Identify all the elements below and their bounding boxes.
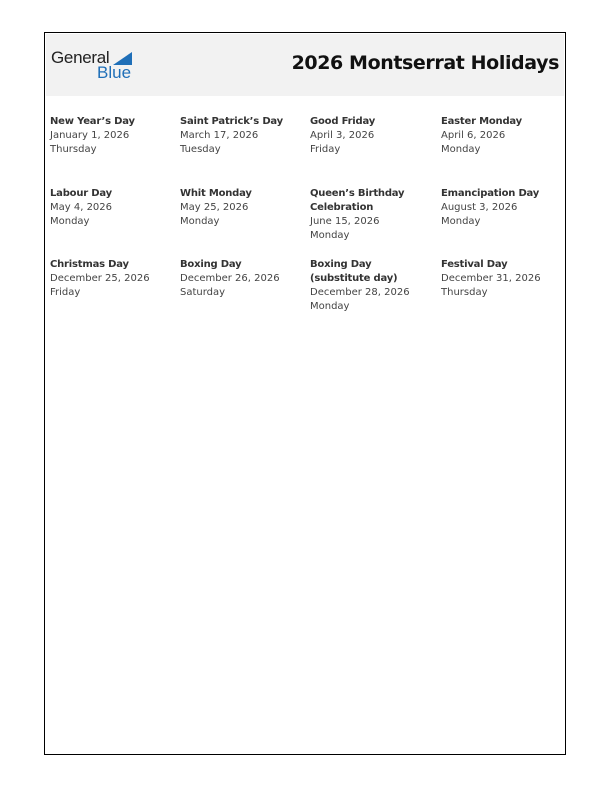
holiday-weekday: Tuesday xyxy=(180,144,221,155)
holiday-name: Festival Day xyxy=(441,259,508,270)
holiday-name: Good Friday xyxy=(310,116,376,127)
generalblue-logo xyxy=(51,49,141,83)
holiday-name: Emancipation Day xyxy=(441,188,540,199)
holiday-item xyxy=(180,187,302,229)
holiday-weekday: Friday xyxy=(50,287,81,298)
holiday-item xyxy=(441,187,563,229)
holiday-weekday: Friday xyxy=(310,144,341,155)
holiday-date: April 6, 2026 xyxy=(441,130,506,141)
holiday-weekday: Thursday xyxy=(441,287,488,298)
holiday-date: December 26, 2026 xyxy=(180,273,280,284)
holiday-name: Labour Day xyxy=(50,188,112,199)
holiday-weekday: Saturday xyxy=(180,287,226,298)
holiday-item xyxy=(50,258,172,300)
holiday-name: Queen’s Birthday Celebration xyxy=(310,188,405,213)
holiday-item xyxy=(441,115,563,157)
holiday-date: May 4, 2026 xyxy=(50,202,113,213)
holiday-date: August 3, 2026 xyxy=(441,202,518,213)
holiday-weekday: Thursday xyxy=(50,144,97,155)
holiday-name: Easter Monday xyxy=(441,116,522,127)
holiday-item xyxy=(310,187,428,243)
holiday-item xyxy=(180,115,302,157)
holiday-date: March 17, 2026 xyxy=(180,130,259,141)
holiday-name: Saint Patrick’s Day xyxy=(180,116,283,127)
holiday-item xyxy=(180,258,302,300)
holiday-weekday: Monday xyxy=(50,216,90,227)
holiday-date: December 31, 2026 xyxy=(441,273,541,284)
page-border xyxy=(44,32,566,755)
holiday-item xyxy=(50,115,172,157)
holiday-item xyxy=(50,187,172,229)
holiday-date: June 15, 2026 xyxy=(310,216,380,227)
logo-word-blue: Blue xyxy=(97,63,132,82)
holiday-item xyxy=(441,258,563,300)
holiday-weekday: Monday xyxy=(441,144,481,155)
logo-word-general: General xyxy=(51,48,110,67)
holiday-name: Boxing Day xyxy=(180,259,242,270)
holiday-date: January 1, 2026 xyxy=(50,130,130,141)
holiday-date: May 25, 2026 xyxy=(180,202,249,213)
holiday-name: Whit Monday xyxy=(180,188,252,199)
holiday-weekday: Monday xyxy=(310,230,350,241)
holiday-weekday: Monday xyxy=(180,216,220,227)
holiday-date: December 25, 2026 xyxy=(50,273,150,284)
holiday-weekday: Monday xyxy=(441,216,481,227)
holiday-item xyxy=(310,115,432,157)
page-title: 2026 Montserrat Holidays xyxy=(291,52,559,74)
holiday-name: Boxing Day (substitute day) xyxy=(310,259,398,284)
holiday-date: April 3, 2026 xyxy=(310,130,375,141)
holiday-name: New Year’s Day xyxy=(50,116,135,127)
holiday-date: December 28, 2026 xyxy=(310,287,410,298)
holiday-item xyxy=(310,258,428,314)
header-band xyxy=(46,34,564,96)
holiday-weekday: Monday xyxy=(310,301,350,312)
holiday-name: Christmas Day xyxy=(50,259,129,270)
